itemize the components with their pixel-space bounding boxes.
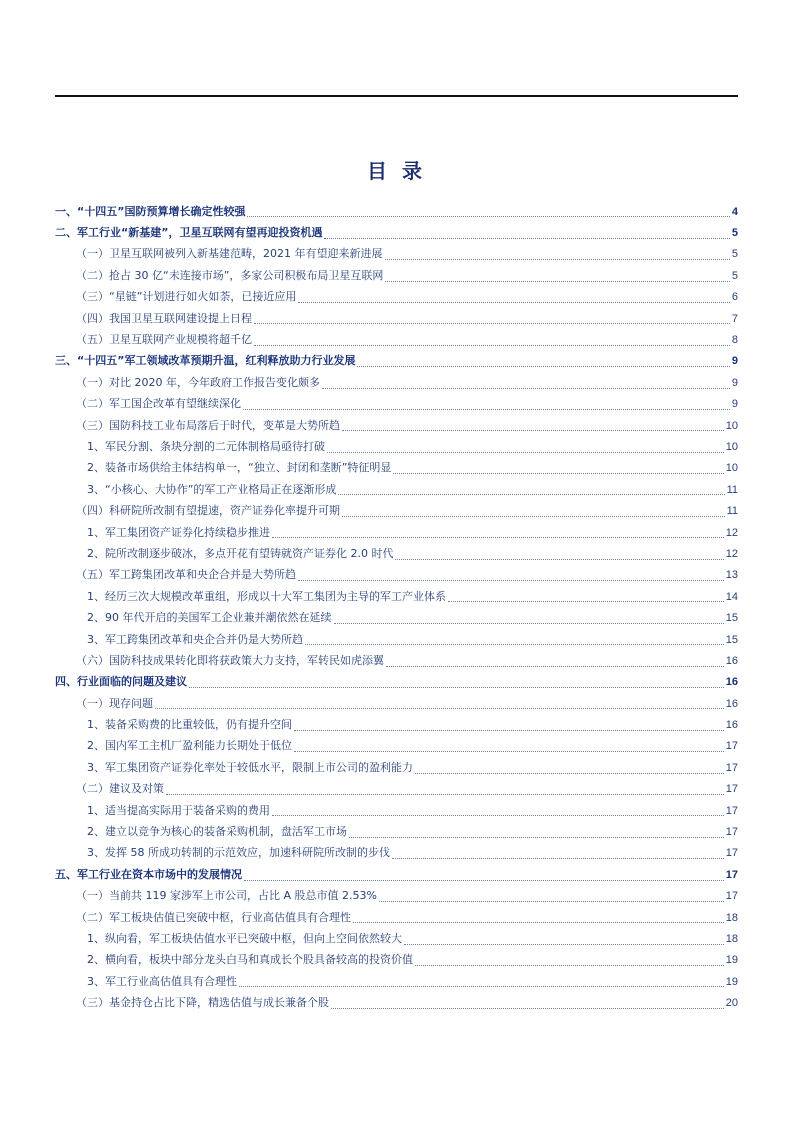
toc-page-number: 16 <box>725 676 738 689</box>
toc-page-number: 18 <box>725 932 738 945</box>
toc-entry-text: 3、“小核心、大协作”的军工产业格局正在逐渐形成 <box>87 482 337 496</box>
toc-page-number: 18 <box>725 911 738 924</box>
toc-page-number: 11 <box>726 483 738 496</box>
toc-entry-text: （五）军工跨集团改革和央企合并是大势所趋 <box>76 568 296 582</box>
toc-entry-text: （二）军工国企改革有望继续深化 <box>76 397 241 411</box>
toc-entry-text: 1、纵向看，军工板块估值水平已突破中枢，但向上空间依然较大 <box>87 931 402 945</box>
toc-leader-dots <box>166 794 724 795</box>
toc-leader-dots <box>294 751 724 752</box>
toc-entry-text: 一、“十四五”国防预算增长确定性较强 <box>55 204 246 218</box>
toc-leader-dots <box>298 302 729 303</box>
toc-entry-level2[interactable] <box>55 329 738 350</box>
toc-leader-dots <box>254 345 730 346</box>
toc-entry-text: （三）“星链”计划进行如火如荼，已接近应用 <box>76 290 297 304</box>
toc-entry-text: 1、装备采购费的比重较低，仍有提升空间 <box>87 718 292 732</box>
toc-entry-level3[interactable] <box>55 436 738 457</box>
toc-entry-text: 三、“十四五”军工领域改革预期升温，红利释放助力行业发展 <box>55 354 356 368</box>
toc-leader-dots <box>338 494 724 495</box>
toc-page-number: 17 <box>725 826 738 839</box>
toc-entry-level3[interactable] <box>55 971 738 992</box>
toc-entry-text: 1、适当提高实际用于装备采购的费用 <box>87 803 270 817</box>
toc-entry-text: （二）建议及对策 <box>76 782 164 796</box>
toc-leader-dots <box>415 965 724 966</box>
toc-page-number: 4 <box>731 205 738 218</box>
toc-entry-text: 1、军工集团资产证券化持续稳步推进 <box>87 525 270 539</box>
toc-entry-level3[interactable] <box>55 479 738 500</box>
toc-entry-level1[interactable] <box>55 201 738 222</box>
toc-entry-text: （三）国防科技工业布局落后于时代，变革是大势所趋 <box>76 418 340 432</box>
toc-page-number: 10 <box>725 440 738 453</box>
toc-page-number: 11 <box>726 505 738 518</box>
toc-page-number: 20 <box>725 997 738 1010</box>
toc-entry-level2[interactable] <box>55 693 738 714</box>
page-title: 目 录 <box>367 159 426 183</box>
toc-entry-level3[interactable] <box>55 821 738 842</box>
toc-page-number: 17 <box>725 804 738 817</box>
toc-entry-level3[interactable] <box>55 629 738 650</box>
toc-entry-level2[interactable] <box>55 907 738 928</box>
toc-entry-level1[interactable] <box>55 222 738 243</box>
toc-leader-dots <box>395 559 723 560</box>
toc-entry-level2[interactable] <box>55 992 738 1013</box>
toc-entry-level3[interactable] <box>55 736 738 757</box>
toc-leader-dots <box>243 409 730 410</box>
toc-leader-dots <box>385 259 730 260</box>
toc-entry-level3[interactable] <box>55 522 738 543</box>
toc-leader-dots <box>247 216 729 217</box>
toc-leader-dots <box>342 516 725 517</box>
toc-leader-dots <box>155 708 724 709</box>
toc-entry-level3[interactable] <box>55 757 738 778</box>
toc-entry-level3[interactable] <box>55 714 738 735</box>
toc-entry-level3[interactable] <box>55 950 738 971</box>
toc-entry-level1[interactable] <box>55 864 738 885</box>
toc-entry-text: （二）军工板块估值已突破中枢，行业高估值具有合理性 <box>76 910 351 924</box>
toc-leader-dots <box>272 815 724 816</box>
toc-entry-level2[interactable] <box>55 650 738 671</box>
toc-leader-dots <box>379 901 724 902</box>
toc-entry-level2[interactable] <box>55 415 738 436</box>
toc-page-number: 9 <box>731 398 738 411</box>
toc-page-number: 17 <box>725 890 738 903</box>
toc-leader-dots <box>294 730 724 731</box>
toc-entry-level2[interactable] <box>55 287 738 308</box>
toc-leader-dots <box>254 323 730 324</box>
toc-entry-text: 五、军工行业在资本市场中的发展情况 <box>55 867 242 881</box>
toc-leader-dots <box>244 880 724 881</box>
toc-entry-text: 2、90 年代开启的美国军工企业兼并潮依然在延续 <box>87 611 332 625</box>
toc-leader-dots <box>392 858 724 859</box>
toc-leader-dots <box>357 366 729 367</box>
toc-entry-level2[interactable] <box>55 308 738 329</box>
toc-entry-text: 3、军工跨集团改革和央企合并仍是大势所趋 <box>87 632 303 646</box>
toc-page-number: 6 <box>731 291 738 304</box>
toc-entry-text: 3、军工集团资产证券化率处于较低水平，限制上市公司的盈利能力 <box>87 760 413 774</box>
toc-leader-dots <box>239 986 724 987</box>
toc-page-number: 16 <box>725 697 738 710</box>
toc-leader-dots <box>324 238 729 239</box>
toc-leader-dots <box>298 580 724 581</box>
toc-entry-text: （五）卫星互联网产业规模将超千亿 <box>76 333 252 347</box>
toc-page-number: 19 <box>725 975 738 988</box>
toc-entry-text: 2、横向看，板块中部分龙头白马和真成长个股具备较高的投资价值 <box>87 953 413 967</box>
toc-entry-level3[interactable] <box>55 543 738 564</box>
toc-page-number: 9 <box>731 376 738 389</box>
table-of-contents <box>55 201 738 1014</box>
toc-leader-dots <box>404 944 724 945</box>
toc-page-number: 17 <box>725 783 738 796</box>
toc-page-number: 17 <box>725 868 738 881</box>
toc-entry-text: 四、行业面临的问题及建议 <box>55 675 187 689</box>
toc-page-number: 19 <box>725 954 738 967</box>
toc-leader-dots <box>189 687 724 688</box>
toc-entry-level2[interactable] <box>55 779 738 800</box>
toc-entry-text: 3、发挥 58 所成功转制的示范效应，加速科研院所改制的步伐 <box>87 846 390 860</box>
toc-entry-text: 2、院所改制逐步破冰，多点开花有望铸就资产证券化 2.0 时代 <box>87 546 394 560</box>
toc-leader-dots <box>322 388 730 389</box>
toc-page-number: 7 <box>731 312 738 325</box>
toc-entry-text: 2、国内军工主机厂盈利能力长期处于低位 <box>87 739 292 753</box>
header-rule <box>55 95 738 97</box>
toc-page-number: 12 <box>725 547 738 560</box>
toc-entry-text: （六）国防科技成果转化即将获政策大力支持，军转民如虎添翼 <box>76 653 384 667</box>
toc-entry-text: （四）我国卫星互联网建设提上日程 <box>76 311 252 325</box>
toc-entry-level3[interactable] <box>55 800 738 821</box>
toc-entry-level3[interactable] <box>55 928 738 949</box>
toc-entry-level2[interactable] <box>55 886 738 907</box>
toc-page-number: 10 <box>725 419 738 432</box>
toc-entry-level3[interactable] <box>55 586 738 607</box>
toc-leader-dots <box>415 773 724 774</box>
toc-page-number: 9 <box>731 355 738 368</box>
toc-page-number: 5 <box>731 269 738 282</box>
toc-entry-level1[interactable] <box>55 351 738 372</box>
toc-entry-text: （一）卫星互联网被列入新基建范畴，2021 年有望迎来新进展 <box>76 247 383 261</box>
toc-leader-dots <box>349 837 724 838</box>
toc-leader-dots <box>342 430 724 431</box>
toc-leader-dots <box>272 537 724 538</box>
toc-entry-level2[interactable] <box>55 372 738 393</box>
toc-page-number: 10 <box>725 462 738 475</box>
toc-leader-dots <box>386 666 724 667</box>
toc-leader-dots <box>305 644 724 645</box>
toc-page-number: 13 <box>725 569 738 582</box>
toc-entry-text: （二）抢占 30 亿“未连接市场”，多家公司积极布局卫星互联网 <box>76 268 384 282</box>
toc-entry-text: （一）现存问题 <box>76 696 153 710</box>
toc-leader-dots <box>385 281 729 282</box>
toc-entry-text: 2、建立以竞争为核心的装备采购机制，盘活军工市场 <box>87 825 347 839</box>
toc-page-number: 5 <box>731 248 738 261</box>
toc-leader-dots <box>331 1008 724 1009</box>
toc-page-number: 5 <box>731 227 738 240</box>
toc-page-number: 15 <box>725 612 738 625</box>
toc-page-number: 17 <box>725 847 738 860</box>
toc-entry-level2[interactable] <box>55 394 738 415</box>
toc-page-number: 8 <box>731 334 738 347</box>
toc-leader-dots <box>393 473 723 474</box>
toc-page-number: 15 <box>725 633 738 646</box>
toc-entry-text: 3、军工行业高估值具有合理性 <box>87 974 237 988</box>
toc-entry-level3[interactable] <box>55 458 738 479</box>
toc-entry-level3[interactable] <box>55 607 738 628</box>
toc-entry-text: 1、军民分割、条块分割的二元体制格局亟待打破 <box>87 439 325 453</box>
toc-leader-dots <box>334 623 724 624</box>
toc-entry-text: 二、军工行业“新基建”，卫星互联网有望再迎投资机遇 <box>55 226 323 240</box>
toc-entry-level2[interactable] <box>55 265 738 286</box>
toc-entry-text: （一）对比 2020 年，今年政府工作报告变化颇多 <box>76 375 320 389</box>
toc-entry-level3[interactable] <box>55 843 738 864</box>
toc-entry-level2[interactable] <box>55 500 738 521</box>
toc-page-number: 16 <box>725 719 738 732</box>
toc-entry-text: 1、经历三次大规模改革重组，形成以十大军工集团为主导的军工产业体系 <box>87 589 446 603</box>
toc-entry-level2[interactable] <box>55 565 738 586</box>
toc-leader-dots <box>448 601 724 602</box>
toc-page-number: 12 <box>725 526 738 539</box>
toc-entry-level1[interactable] <box>55 672 738 693</box>
toc-page-number: 14 <box>725 590 738 603</box>
toc-page-number: 17 <box>725 740 738 753</box>
toc-page-number: 17 <box>725 761 738 774</box>
toc-entry-text: 2、装备市场供给主体结构单一，“独立、封闭和垄断”特征明显 <box>87 461 392 475</box>
toc-leader-dots <box>353 922 724 923</box>
toc-entry-text: （三）基金持仓占比下降，精选估值与成长兼备个股 <box>76 996 329 1010</box>
toc-entry-level2[interactable] <box>55 244 738 265</box>
toc-page-number: 16 <box>725 654 738 667</box>
toc-leader-dots <box>327 452 724 453</box>
toc-entry-text: （四）科研院所改制有望提速，资产证券化率提升可期 <box>76 504 340 518</box>
toc-entry-text: （一）当前共 119 家涉军上市公司，占比 A 股总市值 2.53% <box>76 889 377 903</box>
